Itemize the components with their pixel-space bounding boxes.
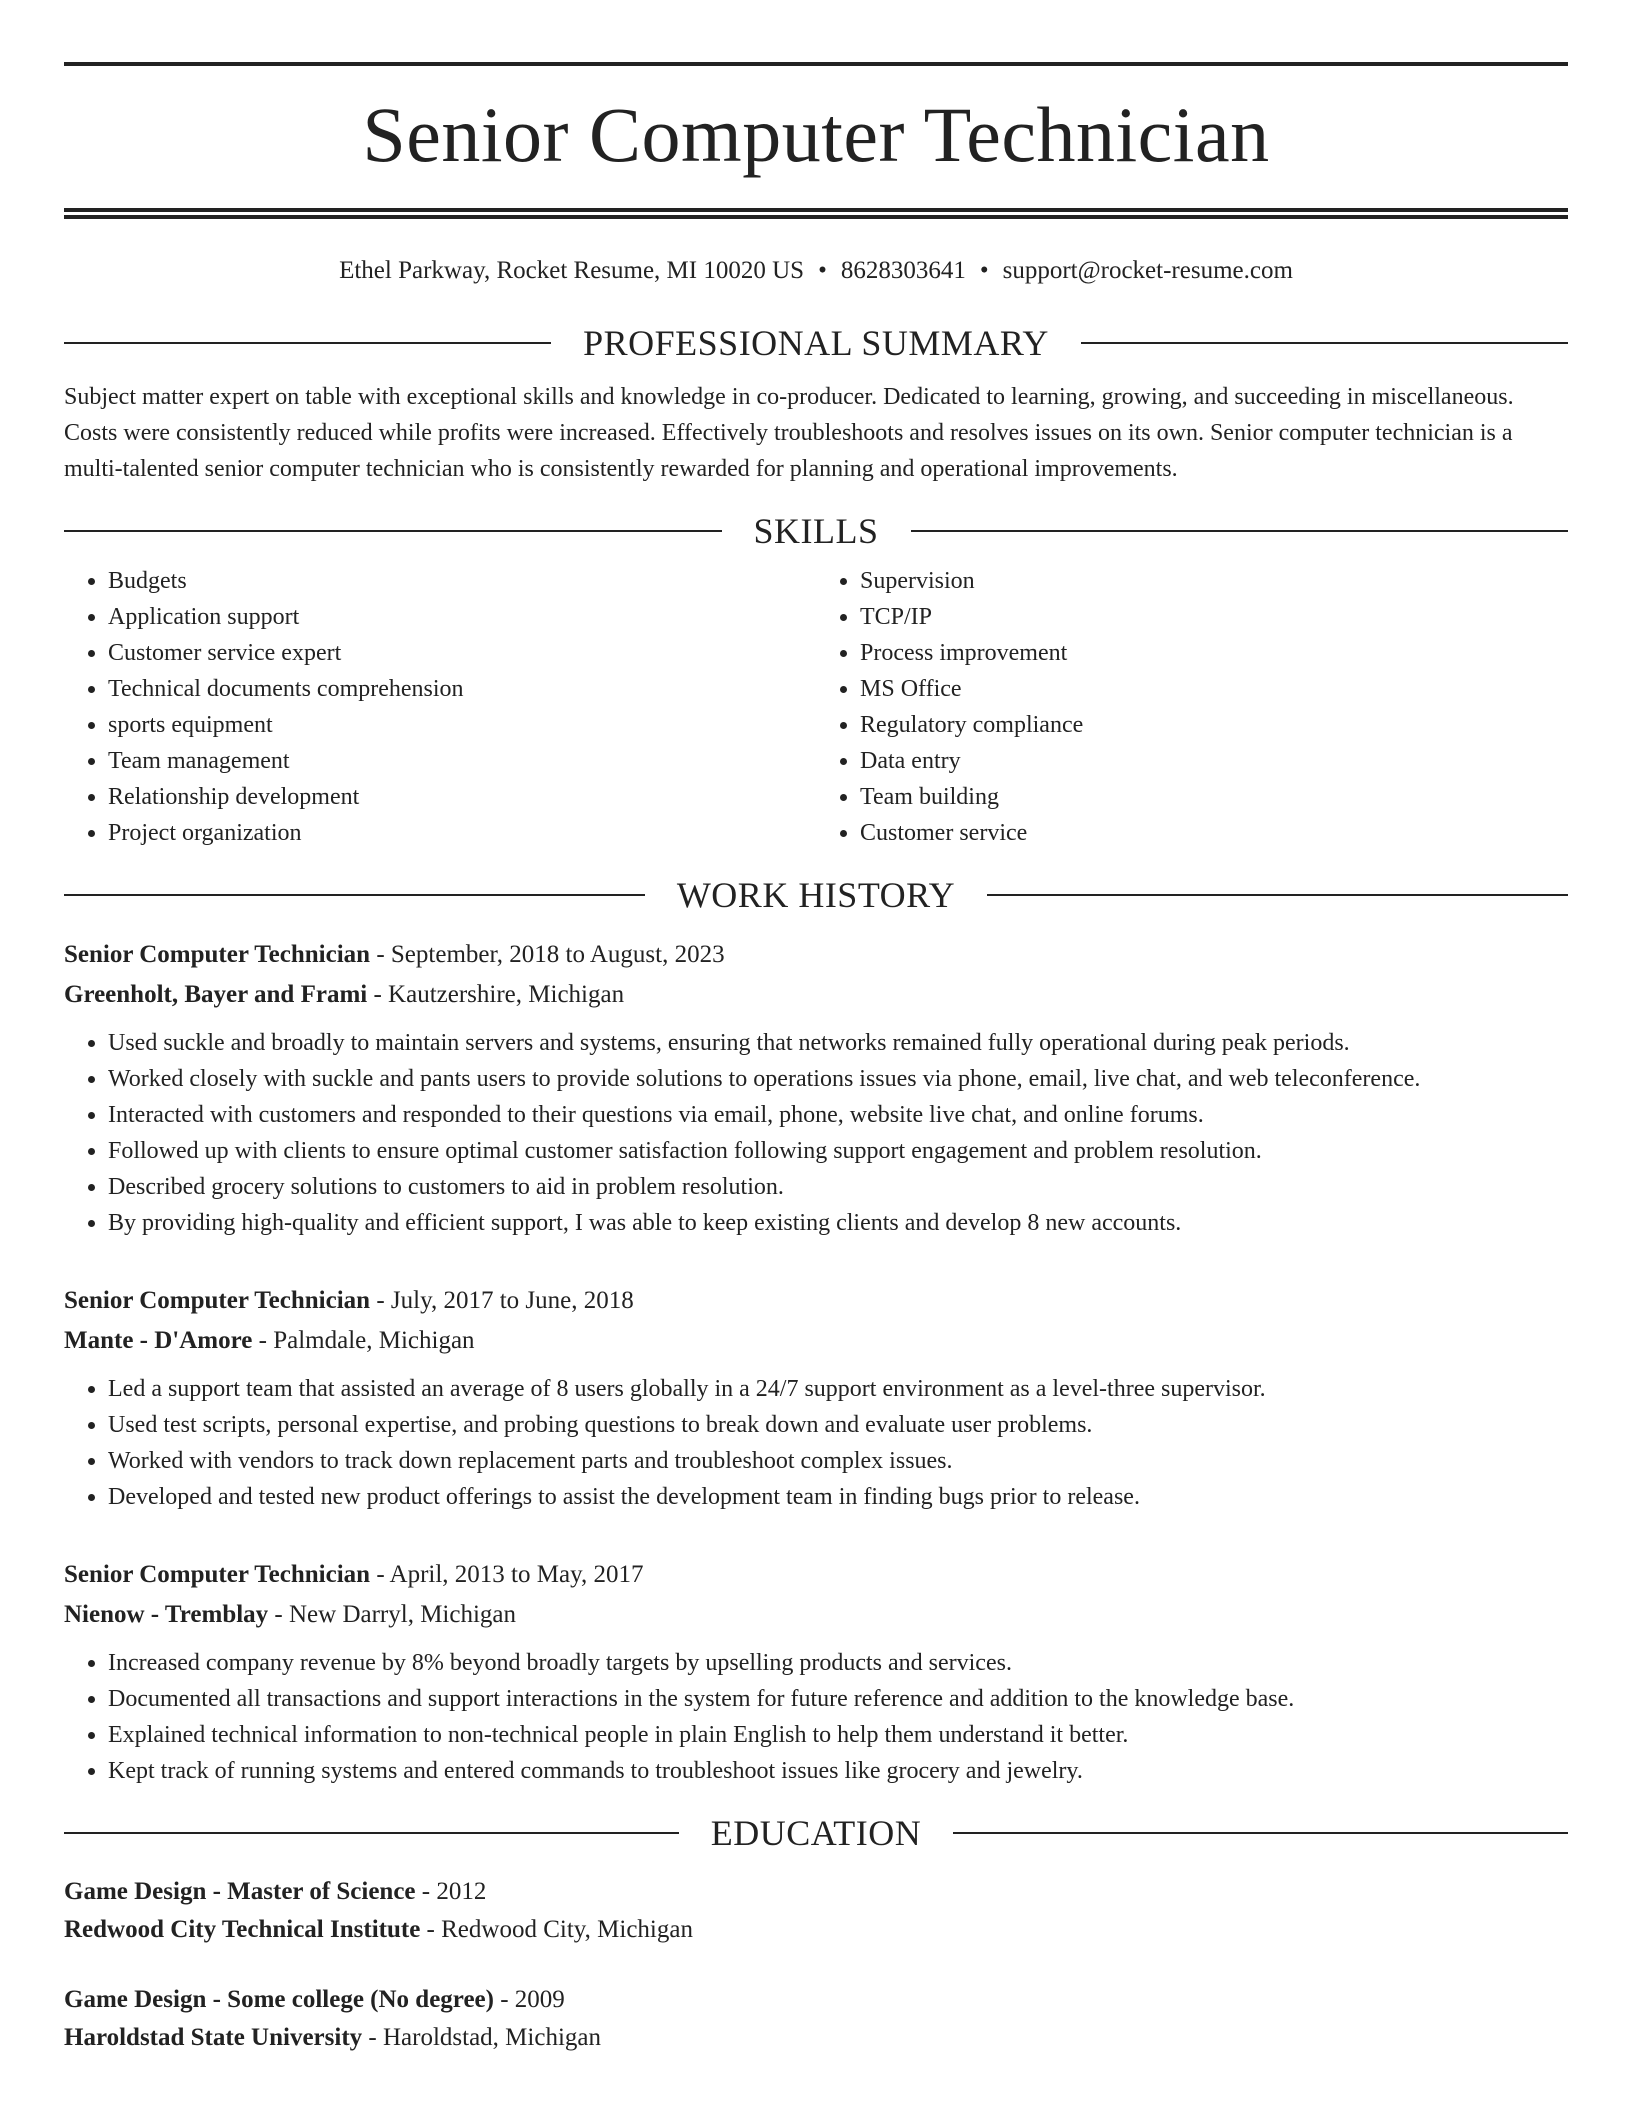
job-bullet: • Led a support team that assisted an average of 8 users globally in a 24/7 support environment as a level-three supervisor.	[108, 1371, 1568, 1407]
job-dates: - September, 2018 to August, 2023	[370, 941, 725, 968]
resume-page	[64, 62, 1568, 2057]
job-company-line	[64, 1321, 1568, 1361]
job-title-line	[64, 1555, 1568, 1595]
skill-item: • Supervision	[860, 563, 1568, 599]
job-company: Greenholt, Bayer and Frami	[64, 981, 368, 1008]
heading-rule	[911, 530, 1569, 532]
section-title: EDUCATION	[710, 1813, 922, 1853]
heading-rule	[64, 1832, 679, 1834]
skill-item: • Technical documents comprehension	[108, 671, 816, 707]
education-year: - 2009	[493, 1986, 565, 2013]
job-bullets	[64, 1371, 1568, 1515]
resume-title: Senior Computer Technician	[362, 91, 1270, 178]
heading-rule	[987, 894, 1568, 896]
heading-rule	[64, 342, 551, 344]
education-degree: Game Design - Some college (No degree)	[64, 1986, 494, 2013]
job-dates: - July, 2017 to June, 2018	[370, 1287, 634, 1314]
job-bullet: • Kept track of running systems and entered commands to troubleshoot issues like grocery and jewelry.	[108, 1753, 1568, 1789]
job-entry	[64, 935, 1568, 1241]
job-bullet: • Documented all transactions and support interactions in the system for future reference and addition to the knowledge base.	[108, 1681, 1568, 1717]
job-location: - Kautzershire, Michigan	[367, 981, 625, 1008]
job-bullet: • Used suckle and broadly to maintain servers and systems, ensuring that networks remained fully operational during peak periods.	[108, 1025, 1568, 1061]
section-title: PROFESSIONAL SUMMARY	[583, 323, 1049, 363]
skill-item: • Customer service expert	[108, 635, 816, 671]
contact-separator: •	[818, 257, 827, 284]
job-bullet: • Followed up with clients to ensure optimal customer satisfaction following support engagement and problem resolution.	[108, 1133, 1568, 1169]
education-entry	[64, 1873, 1568, 1949]
heading-rule	[1081, 342, 1568, 344]
job-company: Mante - D'Amore	[64, 1327, 253, 1354]
job-dates: - April, 2013 to May, 2017	[370, 1561, 644, 1588]
job-bullets	[64, 1645, 1568, 1789]
job-title: Senior Computer Technician	[64, 941, 371, 968]
job-location: - New Darryl, Michigan	[268, 1601, 517, 1628]
education-entry	[64, 1981, 1568, 2057]
job-company-line	[64, 1595, 1568, 1635]
job-bullet: • Used test scripts, personal expertise, and probing questions to break down and evaluate user problems.	[108, 1407, 1568, 1443]
section-heading-education	[64, 1809, 1568, 1857]
skills-column-left	[64, 563, 816, 851]
education-school-line	[64, 2019, 1568, 2057]
heading-rule	[64, 530, 722, 532]
heading-rule	[64, 894, 645, 896]
job-entry	[64, 1281, 1568, 1515]
job-bullet: • Increased company revenue by 8% beyond broadly targets by upselling products and services.	[108, 1645, 1568, 1681]
education-school: Redwood City Technical Institute	[64, 1916, 421, 1943]
skill-item: • Application support	[108, 599, 816, 635]
education-degree: Game Design - Master of Science	[64, 1878, 416, 1905]
education-school: Haroldstad State University	[64, 2024, 363, 2051]
job-bullet: • Worked with vendors to track down replacement parts and troubleshoot complex issues.	[108, 1443, 1568, 1479]
summary-text: Subject matter expert on table with exceptional skills and knowledge in co-producer. Dedicated to learning, growing, and succeeding in miscellaneous. Costs were consistently reduced while profits were increased. Effectively troubleshoots and resolves issues on its own. Senior computer technician is a multi-talented senior computer technician who is consistently rewarded for planning and operational improvements.	[64, 384, 1514, 482]
skill-item: • Team management	[108, 743, 816, 779]
job-title: Senior Computer Technician	[64, 1287, 371, 1314]
job-title: Senior Computer Technician	[64, 1561, 371, 1588]
contact-separator: •	[979, 257, 989, 284]
education-location: - Redwood City, Michigan	[420, 1916, 693, 1943]
job-company: Nienow - Tremblay	[64, 1601, 269, 1628]
skill-item: • Project organization	[108, 815, 816, 851]
skill-item: • Data entry	[860, 743, 1568, 779]
skill-item: • Process improvement	[860, 635, 1568, 671]
education-school-line	[64, 1911, 1568, 1949]
education-degree-line	[64, 1873, 1568, 1911]
header-double-rule	[64, 208, 1568, 219]
skills-column-right	[816, 563, 1568, 851]
job-entry	[64, 1555, 1568, 1789]
contact-line	[64, 251, 1568, 291]
skill-item: • Customer service	[860, 815, 1568, 851]
skill-item: • Budgets	[108, 563, 816, 599]
section-heading-skills	[64, 507, 1568, 555]
skill-item: • MS Office	[860, 671, 1568, 707]
education-year: - 2012	[415, 1878, 487, 1905]
skills-list	[64, 563, 1568, 851]
job-bullet: • Worked closely with suckle and pants users to provide solutions to operations issues via phone, email, live chat, and web teleconference.	[108, 1061, 1568, 1097]
skill-item: • sports equipment	[108, 707, 816, 743]
job-bullet: • By providing high-quality and efficient support, I was able to keep existing clients and develop 8 new accounts.	[108, 1205, 1568, 1241]
section-heading-summary	[64, 319, 1568, 367]
skill-item: • Relationship development	[108, 779, 816, 815]
skill-item: • TCP/IP	[860, 599, 1568, 635]
section-title: SKILLS	[753, 511, 879, 551]
heading-rule	[953, 1832, 1568, 1834]
skill-item: • Team building	[860, 779, 1568, 815]
section-title: WORK HISTORY	[676, 875, 956, 915]
job-bullet: • Interacted with customers and responded to their questions via email, phone, website live chat, and online forums.	[108, 1097, 1568, 1133]
job-title-line	[64, 935, 1568, 975]
job-company-line	[64, 975, 1568, 1015]
job-bullets	[64, 1025, 1568, 1241]
contact-phone: 8628303641	[840, 257, 966, 284]
job-bullet: • Described grocery solutions to customers to aid in problem resolution.	[108, 1169, 1568, 1205]
skill-item: • Regulatory compliance	[860, 707, 1568, 743]
job-bullet: • Explained technical information to non-technical people in plain English to help them understand it better.	[108, 1717, 1568, 1753]
contact-email: support@rocket-resume.com	[1002, 257, 1293, 284]
job-location: - Palmdale, Michigan	[252, 1327, 475, 1354]
education-location: - Haroldstad, Michigan	[362, 2024, 601, 2051]
section-heading-work	[64, 871, 1568, 919]
job-title-line	[64, 1281, 1568, 1321]
contact-address: Ethel Parkway, Rocket Resume, MI 10020 US	[339, 257, 805, 284]
education-degree-line	[64, 1981, 1568, 2019]
job-bullet: • Developed and tested new product offerings to assist the development team in finding bugs prior to release.	[108, 1479, 1568, 1515]
